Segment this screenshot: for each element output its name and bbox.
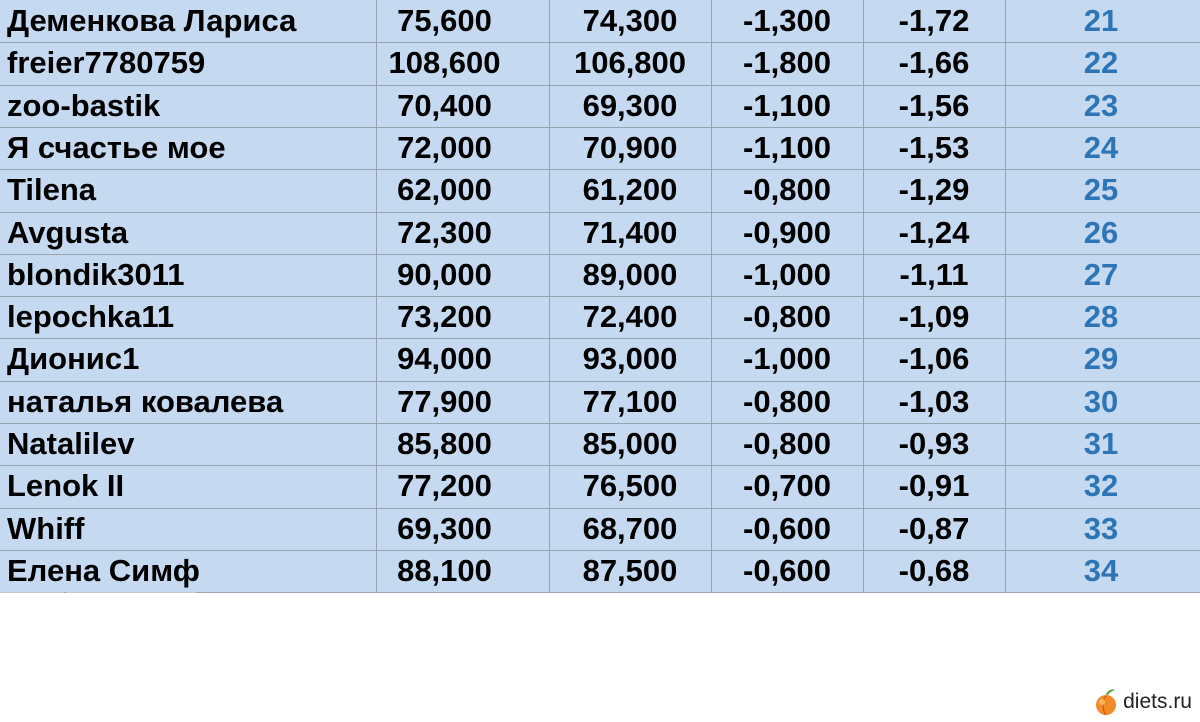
cell-name: Я счастье мое	[7, 129, 226, 165]
cell-percent: -1,66	[898, 45, 970, 81]
cell-name: lepochka11	[7, 299, 175, 335]
table-row	[0, 465, 1200, 507]
cell-rank: 25	[1083, 172, 1119, 208]
grid-stub-line	[0, 592, 64, 593]
cell-name: Деменкова Лариса	[7, 3, 297, 38]
cell-percent: -1,09	[898, 299, 970, 335]
cell-percent: -1,11	[899, 256, 969, 292]
cell-percent: -0,87	[898, 510, 970, 546]
cell-name: zoo-bastik	[7, 87, 161, 123]
table-row	[0, 423, 1200, 465]
cell-difference: -1,000	[743, 256, 831, 292]
table-row	[0, 338, 1200, 380]
cell-percent: -1,53	[898, 129, 970, 165]
cell-start-weight: 108,600	[388, 45, 501, 81]
cell-current-weight: 76,500	[582, 468, 678, 504]
cell-current-weight: 69,300	[582, 87, 678, 123]
cell-start-weight: 75,600	[397, 3, 492, 38]
cell-difference: -1,000	[743, 341, 831, 377]
cell-current-weight: 89,000	[582, 256, 678, 292]
cell-start-weight: 72,000	[397, 129, 492, 165]
cell-rank: 29	[1083, 341, 1119, 377]
cell-rank: 21	[1083, 3, 1119, 38]
cell-current-weight: 68,700	[582, 510, 678, 546]
cell-difference: -0,900	[743, 214, 831, 250]
cell-start-weight: 77,900	[397, 383, 492, 419]
cell-percent: -1,29	[898, 172, 970, 208]
table-row	[0, 0, 1200, 42]
cell-percent: -0,91	[898, 468, 970, 504]
cell-name: Avgusta	[7, 214, 129, 250]
cell-difference: -0,800	[743, 383, 831, 419]
cell-rank: 22	[1083, 45, 1119, 81]
cell-current-weight: 87,500	[582, 552, 678, 588]
cell-percent: -0,68	[898, 552, 970, 588]
cell-percent: -1,56	[898, 87, 970, 123]
grid-row-line	[0, 85, 1200, 86]
cell-name: Lenok II	[7, 468, 125, 504]
cell-name: Дионис1	[7, 341, 140, 377]
cell-difference: -0,800	[743, 172, 831, 208]
grid-column-line	[549, 0, 550, 592]
table-row	[0, 254, 1200, 296]
watermark-text: diets.ru	[1123, 690, 1192, 713]
cell-rank: 30	[1083, 383, 1119, 419]
cell-start-weight: 90,000	[397, 256, 492, 292]
grid-row-line	[0, 508, 1200, 509]
cell-rank: 34	[1083, 552, 1119, 588]
table-row	[0, 169, 1200, 211]
grid-column-line	[1005, 0, 1006, 592]
cell-rank: 24	[1083, 129, 1119, 165]
grid-row-line	[0, 550, 1200, 551]
cell-start-weight: 73,200	[397, 299, 492, 335]
cell-name: Елена Симф	[7, 552, 200, 588]
cell-current-weight: 70,900	[582, 129, 678, 165]
cell-current-weight: 77,100	[582, 383, 678, 419]
cell-rank: 33	[1083, 510, 1119, 546]
table-row	[0, 42, 1200, 84]
cell-current-weight: 61,200	[582, 172, 678, 208]
cell-name: blondik3011	[7, 256, 185, 292]
cell-rank: 27	[1083, 256, 1119, 292]
cell-difference: -0,600	[743, 552, 831, 588]
cell-current-weight: 71,400	[582, 214, 678, 250]
cell-start-weight: 72,300	[397, 214, 492, 250]
cell-start-weight: 69,300	[397, 510, 492, 546]
table-row	[0, 550, 1200, 592]
cell-name: Tilena	[7, 172, 97, 208]
cell-current-weight: 72,400	[582, 299, 678, 335]
cell-start-weight: 70,400	[397, 87, 492, 123]
grid-stub-line	[66, 592, 196, 593]
cell-difference: -0,700	[743, 468, 831, 504]
grid-column-line	[376, 0, 377, 592]
cell-start-weight: 94,000	[397, 341, 492, 377]
cell-difference: -0,800	[743, 426, 831, 461]
grid-row-line	[0, 127, 1200, 128]
grid-column-line	[863, 0, 864, 592]
grid-row-line	[0, 338, 1200, 339]
cell-rank: 26	[1083, 214, 1119, 250]
cell-start-weight: 85,800	[397, 426, 492, 461]
cell-percent: -1,06	[898, 341, 970, 377]
cell-difference: -1,800	[743, 45, 831, 81]
grid-row-line	[0, 169, 1200, 170]
cell-percent: -1,72	[898, 3, 970, 38]
cell-start-weight: 77,200	[397, 468, 492, 504]
cell-percent: -0,93	[898, 426, 970, 461]
table-row	[0, 381, 1200, 423]
grid-row-line	[0, 423, 1200, 424]
table-row	[0, 127, 1200, 169]
grid-column-line	[711, 0, 712, 592]
cell-percent: -1,03	[898, 383, 970, 419]
cell-current-weight: 106,800	[573, 45, 687, 81]
cell-name: Natalilev	[7, 426, 135, 461]
cell-rank: 32	[1083, 468, 1119, 504]
cell-current-weight: 74,300	[582, 3, 678, 38]
cell-start-weight: 62,000	[397, 172, 492, 208]
cell-current-weight: 85,000	[582, 426, 678, 461]
cell-percent: -1,24	[898, 214, 970, 250]
grid-row-line	[0, 254, 1200, 255]
cell-difference: -0,600	[743, 510, 831, 546]
cell-name: наталья ковалева	[7, 383, 284, 419]
cell-current-weight: 93,000	[582, 341, 678, 377]
cell-name: Whiff	[7, 510, 85, 546]
cell-start-weight: 88,100	[397, 552, 492, 588]
cell-difference: -1,300	[743, 3, 831, 38]
grid-row-line	[0, 296, 1200, 297]
peach-icon	[1093, 688, 1119, 716]
grid-row-line	[0, 42, 1200, 43]
cell-rank: 28	[1083, 299, 1119, 335]
table-row	[0, 212, 1200, 254]
cell-rank: 31	[1083, 426, 1119, 461]
cell-difference: -1,100	[743, 129, 831, 165]
table-row	[0, 296, 1200, 338]
table-row	[0, 508, 1200, 550]
grid-row-line	[0, 212, 1200, 213]
grid-row-line	[0, 465, 1200, 466]
watermark	[1093, 688, 1192, 716]
cell-name: freier7780759	[7, 45, 206, 81]
table-row	[0, 85, 1200, 127]
grid-row-line	[0, 381, 1200, 382]
cell-difference: -0,800	[743, 299, 831, 335]
cell-rank: 23	[1083, 87, 1119, 123]
cell-difference: -1,100	[743, 87, 831, 123]
